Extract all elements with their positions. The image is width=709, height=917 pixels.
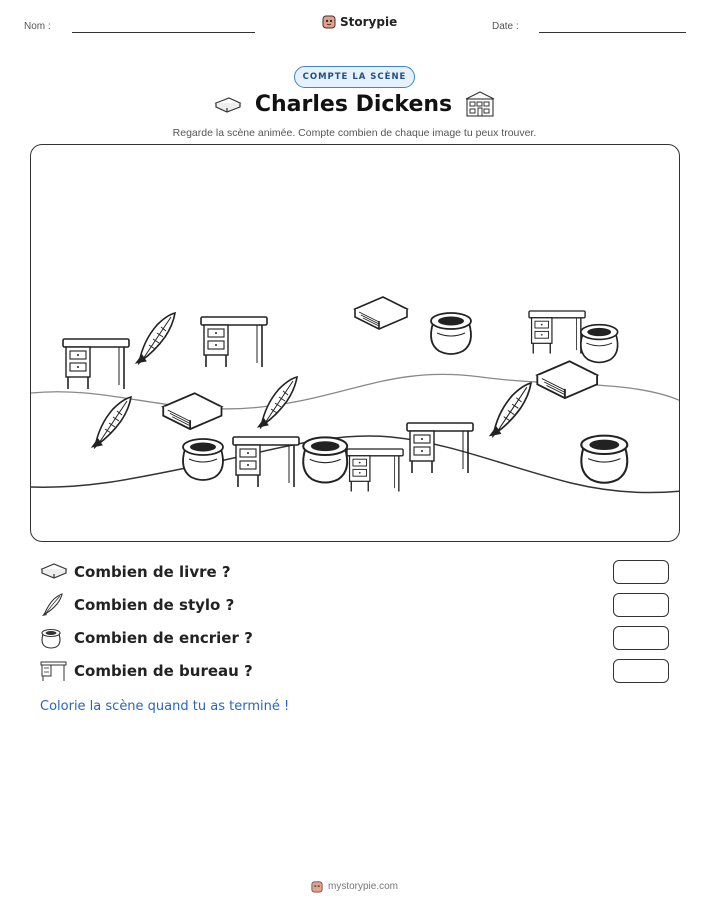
- answer-box-quill[interactable]: [613, 593, 669, 617]
- answer-box-desk[interactable]: [613, 659, 669, 683]
- scene-book: [355, 297, 407, 329]
- footer: [0, 880, 709, 893]
- title-row: [0, 90, 709, 118]
- footer-url[interactable]: mystorypie.com: [327, 881, 398, 892]
- book-icon: [213, 94, 243, 114]
- quill-icon: [40, 593, 68, 617]
- house-icon: [464, 90, 496, 118]
- scene-desk: [347, 449, 403, 492]
- inkwell-icon: [40, 626, 68, 650]
- scene-inkwell: [581, 436, 627, 483]
- question-text: Combien de bureau ?: [74, 662, 253, 680]
- scene-quill: [136, 313, 175, 363]
- activity-badge: COMPTE LA SCÈNE: [294, 66, 415, 88]
- name-label: Nom :: [24, 21, 51, 32]
- scene-inkwell: [431, 313, 471, 354]
- name-field[interactable]: [72, 32, 255, 33]
- question-text: Combien de livre ?: [74, 563, 231, 581]
- question-row-quill: [40, 593, 670, 619]
- question-row-desk: [40, 659, 670, 685]
- scene-desk: [201, 317, 267, 367]
- question-row-inkwell: [40, 626, 670, 652]
- scene-desk: [529, 311, 585, 354]
- scene-book: [537, 361, 597, 398]
- book-icon: [40, 560, 68, 584]
- scene-desk: [63, 339, 129, 389]
- question-row-book: [40, 560, 670, 586]
- scene-inkwell: [581, 325, 618, 363]
- page-title: Charles Dickens: [254, 91, 453, 117]
- coloring-instruction: Colorie la scène quand tu as terminé !: [40, 699, 290, 714]
- scene-frame: [30, 144, 680, 542]
- date-field[interactable]: [539, 32, 686, 33]
- scene-desk: [407, 423, 473, 473]
- question-text: Combien de stylo ?: [74, 596, 235, 614]
- question-text: Combien de encrier ?: [74, 629, 253, 647]
- brand-name: Storypie: [340, 14, 398, 29]
- scene-book: [163, 393, 221, 429]
- storypie-mascot-icon: [322, 14, 336, 29]
- desk-icon: [40, 659, 68, 683]
- answer-box-book[interactable]: [613, 560, 669, 584]
- brand-logo: [322, 14, 397, 29]
- scene-quill: [490, 383, 531, 436]
- answer-box-inkwell[interactable]: [613, 626, 669, 650]
- scene-quill: [92, 397, 131, 447]
- storypie-mascot-icon: [311, 880, 323, 893]
- scene-inkwell: [183, 439, 223, 480]
- date-label: Date :: [492, 21, 519, 32]
- scene-illustration: [31, 145, 680, 542]
- scene-desk: [233, 437, 299, 487]
- scene-inkwell: [303, 437, 347, 482]
- instructions-subtitle: Regarde la scène animée. Compte combien de chaque image tu peux trouver.: [172, 127, 537, 139]
